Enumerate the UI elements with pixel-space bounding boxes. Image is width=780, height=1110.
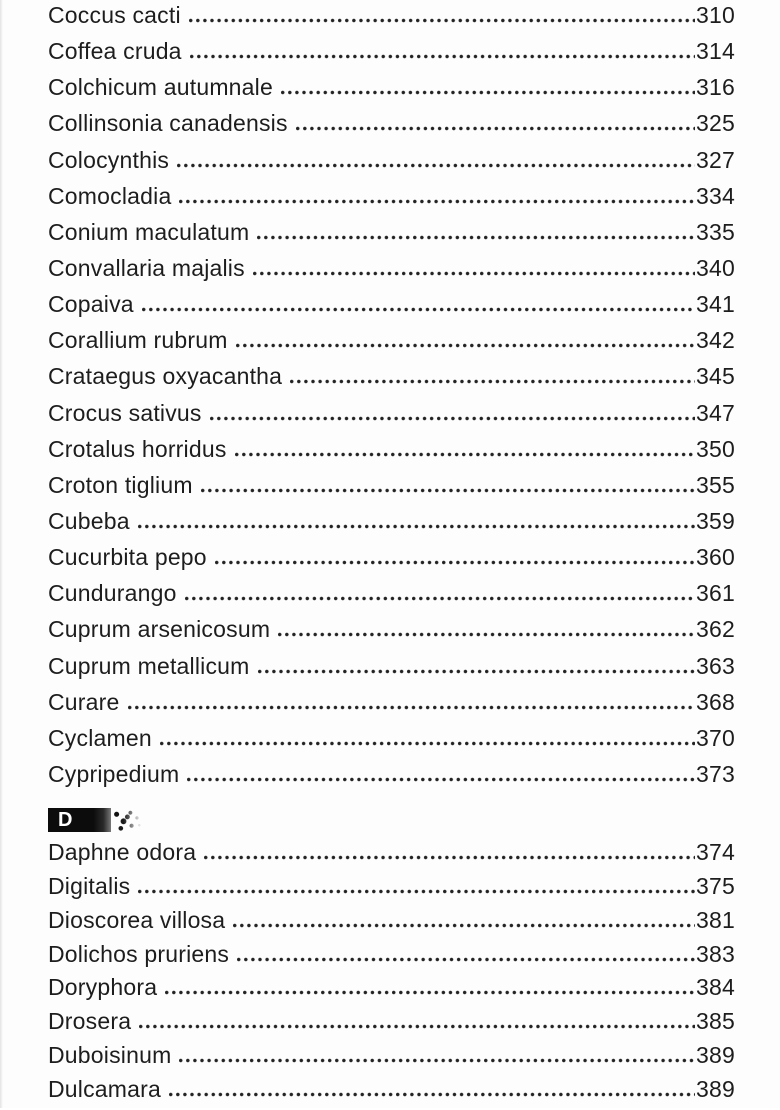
dotted-leader <box>253 271 695 276</box>
dotted-leader <box>296 126 695 131</box>
toc-entry <box>48 873 735 907</box>
dotted-leader <box>281 90 695 95</box>
entry-page-number: 355 <box>696 471 735 498</box>
entry-page-number: 334 <box>696 182 735 209</box>
entry-name: Cypripedium <box>48 760 180 787</box>
entry-name: Conium maculatum <box>48 218 250 245</box>
toc-entry <box>48 508 735 544</box>
entry-name: Drosera <box>48 1008 132 1035</box>
toc-entry <box>48 1042 735 1076</box>
toc-entry <box>48 761 735 797</box>
dotted-leader <box>177 163 695 168</box>
entry-page-number: 360 <box>696 544 735 571</box>
entry-name: Cuprum arsenicosum <box>48 616 271 643</box>
entry-page-number: 316 <box>696 74 735 101</box>
dotted-leader <box>187 777 695 782</box>
entry-name: Duboisinum <box>48 1042 172 1069</box>
entry-page-number: 368 <box>696 688 735 715</box>
dotted-leader <box>138 889 695 894</box>
entry-name: Daphne odora <box>48 839 197 866</box>
section-letter: D <box>58 808 73 831</box>
entry-name: Cyclamen <box>48 724 152 751</box>
toc-entry <box>48 74 735 110</box>
dotted-leader <box>169 1092 695 1097</box>
entry-name: Cucurbita pepo <box>48 544 207 571</box>
entry-name: Crataegus oxyacantha <box>48 363 283 390</box>
toc-entry <box>48 327 735 363</box>
dotted-leader <box>179 199 695 204</box>
toc-entry <box>48 291 735 327</box>
toc-entry <box>48 255 735 291</box>
entry-page-number: 340 <box>696 254 735 281</box>
dotted-leader <box>210 416 695 421</box>
dotted-leader <box>258 669 696 674</box>
toc-entry <box>48 219 735 255</box>
entry-name: Convallaria majalis <box>48 254 245 281</box>
entry-page-number: 327 <box>696 146 735 173</box>
toc-list <box>48 2 735 1110</box>
toc-entry <box>48 907 735 941</box>
toc-entry <box>48 2 735 38</box>
dotted-leader <box>165 990 695 995</box>
entry-page-number: 342 <box>696 327 735 354</box>
toc-entry <box>48 725 735 761</box>
dotted-leader <box>201 488 695 493</box>
dotted-leader <box>160 741 695 746</box>
dotted-leader <box>215 560 695 565</box>
entry-name: Collinsonia canadensis <box>48 110 288 137</box>
dotted-leader <box>257 235 695 240</box>
entry-page-number: 341 <box>696 291 735 318</box>
entry-page-number: 389 <box>696 1042 735 1069</box>
entry-name: Digitalis <box>48 872 131 899</box>
dotted-leader <box>179 1058 695 1063</box>
entry-name: Cuprum metallicum <box>48 652 250 679</box>
entry-page-number: 375 <box>696 872 735 899</box>
dotted-leader <box>204 855 695 860</box>
entry-name: Colocynthis <box>48 146 170 173</box>
entry-name: Doryphora <box>48 974 158 1001</box>
section-letter-header <box>48 800 735 839</box>
entry-page-number: 362 <box>696 616 735 643</box>
toc-entry <box>48 689 735 725</box>
dotted-leader <box>142 307 695 312</box>
entry-page-number: 384 <box>696 974 735 1001</box>
dotted-leader <box>185 596 695 601</box>
entry-page-number: 347 <box>696 399 735 426</box>
toc-entry <box>48 472 735 508</box>
entry-page-number: 370 <box>696 724 735 751</box>
entry-name: Coffea cruda <box>48 38 182 65</box>
entry-page-number: 381 <box>696 906 735 933</box>
toc-entry <box>48 544 735 580</box>
toc-section <box>48 2 735 797</box>
dotted-leader <box>189 18 695 23</box>
entry-name: Crotalus horridus <box>48 435 227 462</box>
toc-entry <box>48 183 735 219</box>
entry-name: Corallium rubrum <box>48 327 228 354</box>
dotted-leader <box>278 632 695 637</box>
dotted-leader <box>138 524 695 529</box>
toc-entry <box>48 147 735 183</box>
toc-entry <box>48 974 735 1008</box>
entry-page-number: 383 <box>696 940 735 967</box>
ink-smudge-artifact <box>113 807 143 833</box>
entry-page-number: 335 <box>696 218 735 245</box>
dotted-leader <box>290 379 695 384</box>
entry-page-number: 373 <box>696 760 735 787</box>
entry-page-number: 389 <box>696 1076 735 1102</box>
dotted-leader <box>236 343 695 348</box>
entry-page-number: 359 <box>696 507 735 534</box>
entry-page-number: 345 <box>696 363 735 390</box>
toc-entry <box>48 1076 735 1110</box>
toc-entry <box>48 839 735 873</box>
dotted-leader <box>237 957 695 962</box>
dotted-leader <box>235 452 695 457</box>
entry-page-number: 314 <box>696 38 735 65</box>
section-letter-badge <box>48 808 111 832</box>
toc-entry <box>48 653 735 689</box>
entry-name: Crocus sativus <box>48 399 202 426</box>
entry-name: Cubeba <box>48 507 130 534</box>
toc-entry <box>48 436 735 472</box>
scan-edge-artifact <box>0 0 3 1108</box>
entry-page-number: 350 <box>696 435 735 462</box>
entry-name: Croton tiglium <box>48 471 193 498</box>
entry-name: Comocladia <box>48 182 172 209</box>
toc-section <box>48 800 735 1110</box>
toc-entry <box>48 1008 735 1042</box>
dotted-leader <box>128 705 696 710</box>
entry-name: Curare <box>48 688 120 715</box>
entry-name: Dioscorea villosa <box>48 906 226 933</box>
toc-entry <box>48 941 735 975</box>
toc-entry <box>48 110 735 146</box>
entry-name: Colchicum autumnale <box>48 74 273 101</box>
toc-entry <box>48 363 735 399</box>
entry-name: Dolichos pruriens <box>48 940 230 967</box>
entry-name: Dulcamara <box>48 1076 162 1102</box>
entry-name: Cundurango <box>48 580 177 607</box>
toc-entry <box>48 400 735 436</box>
dotted-leader <box>190 54 695 59</box>
entry-page-number: 325 <box>696 110 735 137</box>
entry-page-number: 361 <box>696 580 735 607</box>
entry-name: Copaiva <box>48 291 134 318</box>
entry-name: Coccus cacti <box>48 2 181 28</box>
entry-page-number: 385 <box>696 1008 735 1035</box>
entry-page-number: 310 <box>696 2 735 28</box>
toc-entry <box>48 580 735 616</box>
entry-page-number: 374 <box>696 839 735 866</box>
dotted-leader <box>139 1024 695 1029</box>
entry-page-number: 363 <box>696 652 735 679</box>
dotted-leader <box>233 923 695 928</box>
toc-entry <box>48 38 735 74</box>
toc-entry <box>48 616 735 652</box>
